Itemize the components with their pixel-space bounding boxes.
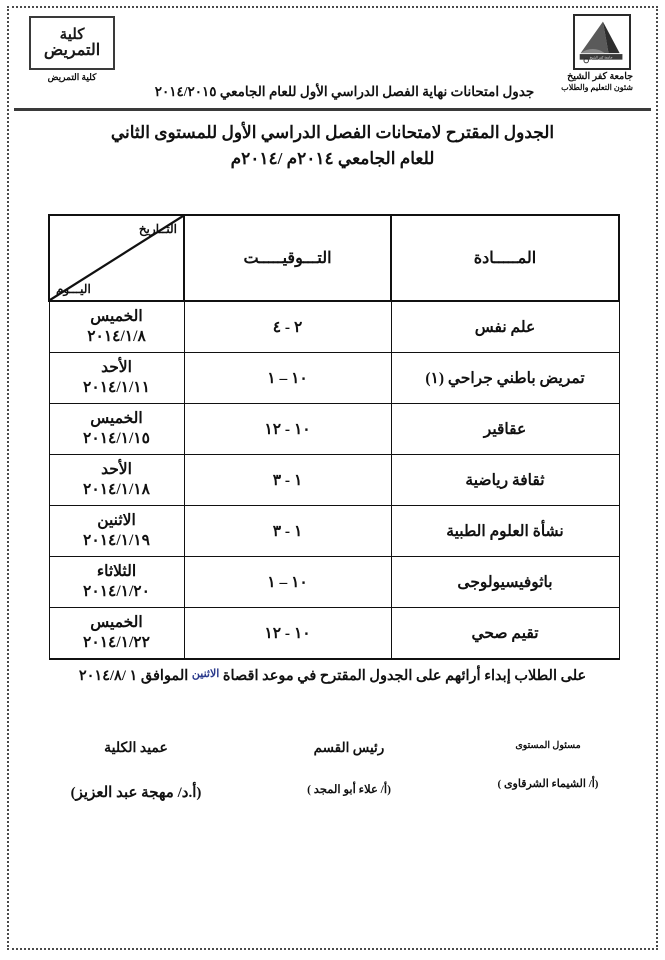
- handwritten-annotation: الاثنين: [191, 668, 220, 680]
- page-title-line2: للعام الجامعي ٢٠١٤م /٢٠١٤م: [230, 149, 435, 169]
- cell-day-name: الاثنين: [97, 511, 136, 529]
- cell-date: [49, 404, 184, 455]
- cell-date: [49, 301, 184, 353]
- cell-date-value: ٢٠١٤/١/٨: [87, 328, 146, 345]
- students-note-part1: على الطلاب إبداء أرائهم على الجدول المقترح في موعد اقصاة: [222, 668, 587, 684]
- cell-date-value: ٢٠١٤/١/١٥: [83, 430, 150, 447]
- table-row: [49, 557, 619, 608]
- cell-subject: تمريض باطني جراحي (١): [391, 353, 619, 404]
- cell-date-value: ٢٠١٤/١/١٩: [83, 532, 150, 549]
- cell-day-name: الثلاثاء: [96, 562, 137, 580]
- signature-name: (أ/ الشيماء الشرقاوى ): [497, 778, 599, 790]
- students-note: [30, 668, 635, 685]
- signature-role: مسئول المستوى: [515, 741, 581, 751]
- university-logo-block: [561, 14, 633, 92]
- cell-time: ١٠ – ١: [184, 557, 391, 608]
- signature-level-supervisor: [458, 740, 638, 790]
- cell-subject: تقيم صحي: [391, 608, 619, 660]
- table-row: [49, 455, 619, 506]
- document-header: [14, 12, 651, 104]
- table-header: [49, 215, 619, 301]
- column-header-subject: المـــــادة: [391, 215, 619, 301]
- cell-date-value: ٢٠١٤/١/٢٢: [83, 634, 150, 651]
- cell-date: [49, 506, 184, 557]
- signature-department-head: [254, 740, 444, 796]
- svg-text:جامعة كفر الشيخ: جامعة كفر الشيخ: [589, 55, 613, 60]
- table-row: [49, 608, 619, 660]
- signature-role: عميد الكلية: [104, 741, 168, 756]
- cell-day-name: الأحد: [101, 358, 132, 376]
- cell-date: [49, 353, 184, 404]
- cell-date-value: ٢٠١٤/١/١١: [83, 379, 150, 396]
- cell-day-name: الخميس: [90, 409, 143, 427]
- cell-date: [49, 455, 184, 506]
- faculty-name: كلية التمريض: [47, 72, 97, 82]
- table-row: [49, 404, 619, 455]
- column-header-date-day: [49, 215, 184, 301]
- cell-subject: علم نفس: [391, 301, 619, 353]
- faculty-logo-icon: [29, 16, 115, 70]
- column-header-day: اليـــوم: [56, 282, 91, 296]
- cell-time: ٢ - ٤: [184, 301, 391, 353]
- cell-date: [49, 557, 184, 608]
- students-note-part2: الموافق ١ /٢٠١٤/٨: [78, 668, 189, 684]
- page-title: [60, 120, 605, 173]
- signature-name: (أ.د/ مهجة عبد العزيز): [70, 785, 202, 801]
- university-department: شئون التعليم والطلاب: [561, 82, 633, 92]
- table-row: [49, 506, 619, 557]
- exam-schedule-table: [48, 214, 620, 660]
- table-row: [49, 301, 619, 353]
- cell-subject: باثوفيسيولوجى: [391, 557, 619, 608]
- cell-subject: ثقافة رياضية: [391, 455, 619, 506]
- cell-day-name: الخميس: [90, 613, 143, 631]
- cell-day-name: الخميس: [90, 307, 143, 325]
- cell-subject: نشأة العلوم الطبية: [391, 506, 619, 557]
- university-name: جامعة كفر الشيخ: [567, 72, 633, 82]
- signature-name: (أ/ علاء أبو المجد ): [307, 784, 391, 796]
- university-logo-icon: [573, 14, 631, 70]
- faculty-logo-line1: كلية: [59, 26, 85, 43]
- cell-subject: عقاقير: [391, 404, 619, 455]
- cell-time: ١٠ - ١٢: [184, 404, 391, 455]
- exam-schedule-table-wrapper: [50, 214, 620, 660]
- column-header-date: التــاريخ: [138, 222, 177, 236]
- page-title-line1: الجدول المقترح لامتحانات الفصل الدراسي الأول للمستوى الثاني: [110, 123, 555, 142]
- signature-role: رئيس القسم: [313, 740, 385, 755]
- header-divider: [14, 108, 651, 111]
- cell-day-name: الأحد: [101, 460, 132, 478]
- faculty-logo-line2: التمريض: [43, 41, 101, 59]
- cell-time: ١٠ – ١: [184, 353, 391, 404]
- table-header-row: [49, 215, 619, 301]
- faculty-logo-block: [20, 16, 124, 83]
- cell-date: [49, 608, 184, 660]
- cell-time: ١ - ٣: [184, 455, 391, 506]
- table-body: [49, 301, 619, 659]
- signature-faculty-dean: [36, 740, 236, 802]
- cell-date-value: ٢٠١٤/١/٢٠: [83, 583, 150, 600]
- cell-date-value: ٢٠١٤/١/١٨: [83, 481, 150, 498]
- cell-time: ١ - ٣: [184, 506, 391, 557]
- cell-time: ١٠ - ١٢: [184, 608, 391, 660]
- column-header-time: التـــوقيـــــت: [184, 215, 391, 301]
- signature-section: [20, 740, 640, 830]
- table-row: [49, 353, 619, 404]
- header-subtitle: جدول امتحانات نهاية الفصل الدراسي الأول للعام الجامعي ٢٠١٤/٢٠١٥: [154, 84, 535, 99]
